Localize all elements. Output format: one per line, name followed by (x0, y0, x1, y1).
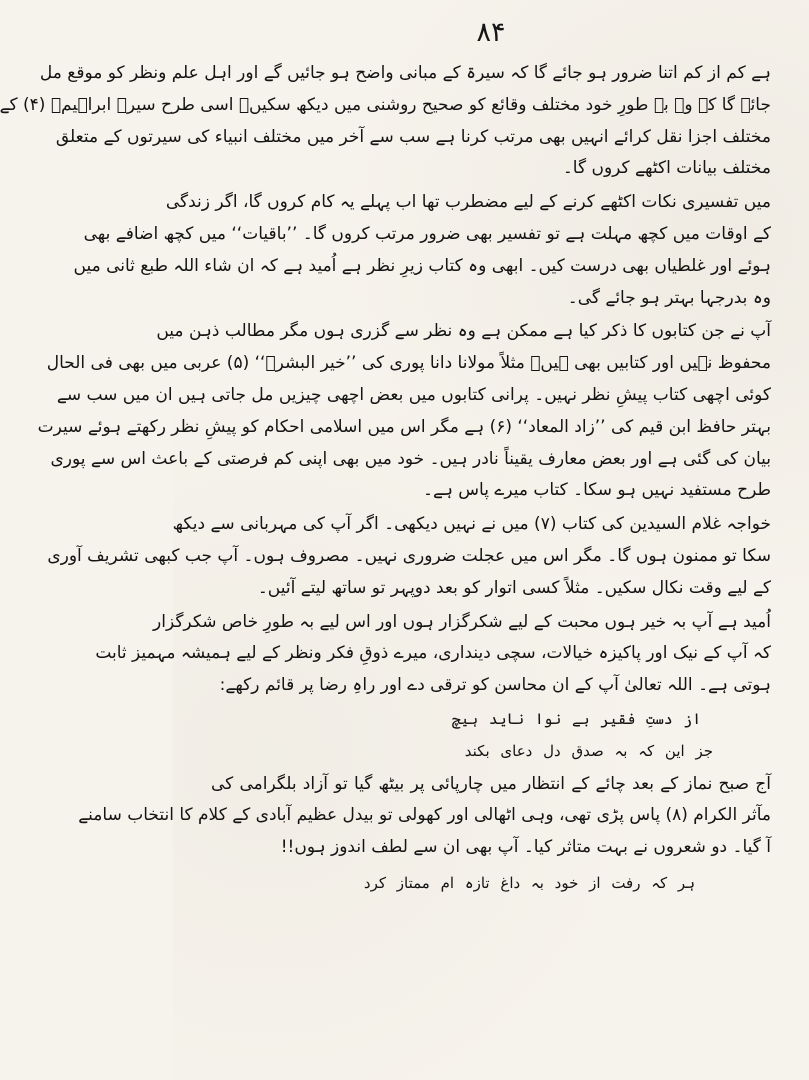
text-line: اُمید ہے آپ بہ خیر ہوں محبت کے لیے شکرگزار ہوں اور اس لیے بہ طورِ خاص شکرگزار (153, 611, 771, 632)
text-line: محفوظ نہیں اور کتابیں بھی ہیں۔ مثلاً مولانا دانا پوری کی ’’خیر البشرؐ‘‘ (۵) عربی میں بھی فی الحال (46, 353, 771, 374)
body-text (0, 58, 771, 900)
text-line: میں تفسیری نکات اکٹھے کرنے کے لیے مضطرب تھا اب پہلے یہ کام کروں گا، اگر زندگی (165, 192, 771, 213)
closing-paragraph (78, 769, 771, 864)
text-line: ہوتی ہے۔ اللہ تعالیٰ آپ کے ان محاسن کو ترقی دے اور راہِ رضا پر قائم رکھے: (219, 675, 771, 696)
text-line: کے لیے وقت نکال سکیں۔ مثلاً کسی اتوار کو بعد دوپہر تو ساتھ لیتے آئیں۔ (257, 577, 771, 598)
text-line: خواجہ غلام السیدین کی کتاب (۷) میں نے نہیں دیکھی۔ اگر آپ کی مہربانی سے دیکھ (172, 514, 771, 535)
text-line: طرح مستفید نہیں ہو سکا۔ کتاب میرے پاس ہے۔ (423, 480, 771, 501)
text-line: کے اوقات میں کچھ مہلت ہے تو تفسیر بھی ضرور مرتب کروں گا۔ ’’باقیات‘‘ میں کچھ اضافے بھی (83, 223, 771, 244)
paragraph-4 (47, 509, 771, 604)
text-line: مختلف بیانات اکٹھے کروں گا۔ (562, 158, 771, 179)
text-line: وہ بدرجہا بہتر ہو جائے گی۔ (567, 287, 771, 308)
page-number: ۸۴ (476, 17, 506, 48)
text-line: آج صبح نماز کے بعد چائے کے انتظار میں چارپائی پر بیٹھ گیا تو آزاد بلگرامی کی (211, 773, 771, 794)
closing-verse: ہر کہ رفت از خود بہ داغ تازہ ام ممتاز کرد (363, 873, 695, 892)
text-line: مختلف اجزا نقل کرائے انہیں بھی مرتب کرنا ہے سب سے آخر میں مختلف انبیاء کی سیرتوں کے متعلق (55, 126, 771, 147)
text-line: آپ نے جن کتابوں کا ذکر کیا ہے ممکن ہے وہ نظر سے گزری ہوں مگر مطالب ذہن میں (156, 321, 771, 342)
paragraph-3 (37, 316, 771, 507)
text-line: کہ آپ کے نیک اور پاکیزہ خیالات، سچی دینداری، میرے ذوقِ فکر ونظر کے لیے ہمیشہ مہمیز ثابت (95, 643, 771, 664)
text-line: ہے کم از کم اتنا ضرور ہو جائے گا کہ سیرۃ کے مبانی واضح ہو جائیں گے اور اہل علم ونظر کو موقع مل (39, 63, 771, 83)
couplet-verse-1: از دستِ فقیر بے نوا ناید ہیچ (451, 709, 701, 728)
paragraph-1 (0, 58, 771, 185)
persian-couplet (211, 704, 771, 768)
text-line: کوئی اچھی کتاب پیشِ نظر نہیں۔ پرانی کتابوں میں بعض اچھی چیزیں مل جاتی ہیں ان میں سب سے (56, 384, 771, 405)
text-line: ہوئے اور غلطیاں بھی درست کیں۔ ابھی وہ کتاب زیرِ نظر ہے اُمید ہے کہ ان شاء اللہ طبع ثانی میں (73, 255, 771, 276)
paragraph-2 (73, 187, 771, 314)
paragraph-5 (95, 607, 771, 702)
text-line: آ گیا۔ دو شعروں نے بہت متاثر کیا۔ آپ بھی ان سے لطف اندوز ہوں!! (280, 837, 771, 858)
text-line: جائے گا کہ وہ بہ طورِ خود مختلف وقائع کو صحیح روشنی میں دیکھ سکیں۔ اسی طرح سیرۃ ابراہیمؑ (۴) کے (0, 94, 771, 115)
text-line: سکا تو ممنون ہوں گا۔ مگر اس میں عجلت ضروری نہیں۔ مصروف ہوں۔ آپ جب کبھی تشریف آوری (47, 545, 771, 566)
text-line: مآثر الکرام (۸) پاس پڑی تھی، وہی اٹھالی اور کھولی تو بیدل عظیم آبادی کے کلام کا انتخاب سامنے (78, 805, 771, 826)
text-line: بہتر حافظ ابن قیم کی ’’زاد المعاد‘‘ (۶) ہے مگر اس میں اسلامی احکام کو پیشِ نظر رکھتے ہوئے سیرت (37, 416, 771, 437)
couplet-verse-2: جز این کہ بہ صدق دل دعای بکند (464, 741, 713, 760)
text-line: بیان کی گئی ہے اور بعض معارف یقیناً نادر ہیں۔ خود میں بھی اپنی کم فرصتی کے باعث اس سے پوری (50, 448, 771, 469)
